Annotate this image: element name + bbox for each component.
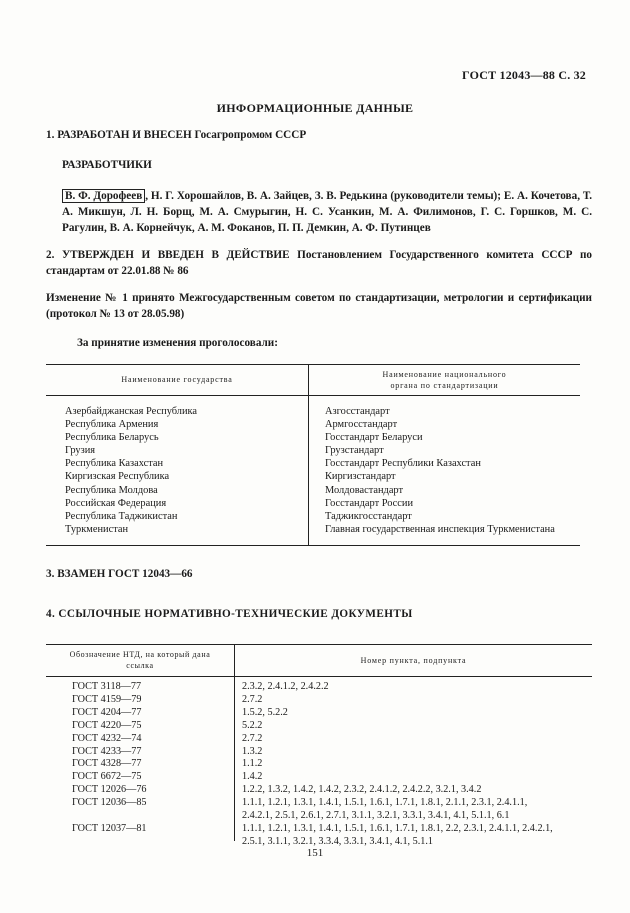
- docs-column: [72, 681, 147, 849]
- table-row-state: Республика Молдова: [65, 484, 158, 496]
- table-row-body: Госстандарт Республики Казахстан: [325, 458, 481, 470]
- table-row-items: 1.1.2: [242, 758, 263, 770]
- table-row-items: 2.7.2: [242, 693, 263, 705]
- col-header-state: Наименование государства: [121, 375, 233, 384]
- table-row-state: Российская Федерация: [65, 497, 167, 509]
- states-column: [65, 405, 197, 536]
- section-1-heading: 1. РАЗРАБОТАН И ВНЕСЕН: [46, 129, 192, 141]
- table-row-doc: ГОСТ 4159—79: [72, 693, 142, 705]
- table-row-doc: ГОСТ 4232—74: [72, 732, 142, 744]
- table-row-doc: ГОСТ 4204—77: [72, 706, 142, 718]
- bodies-column: [325, 405, 555, 536]
- table-row-body: Главная государственная инспекция Туркменистана: [325, 523, 555, 535]
- table-header-rule: [46, 395, 580, 396]
- table-row-body: Госстандарт Беларуси: [325, 432, 423, 444]
- table-row-doc: ГОСТ 12037—81: [72, 822, 147, 834]
- table-divider: [308, 365, 309, 545]
- table-row-body: Азгосстандарт: [325, 406, 390, 417]
- table-row-doc: ГОСТ 6672—75: [72, 771, 142, 783]
- amendment-note: Изменение № 1 принято Межгосударственным советом по стандартизации, метрологии и сертификации (протокол № 13 от 28.05.98): [46, 292, 592, 320]
- table-row-state: Республика Казахстан: [65, 458, 164, 470]
- section-1: [46, 127, 306, 143]
- developers-list: [62, 188, 592, 236]
- table-row-doc: ГОСТ 12026—76: [72, 784, 147, 796]
- table-row-body: Госстандарт России: [325, 497, 414, 509]
- table-row-items: 2.5.1, 3.1.1, 3.2.1, 3.3.4, 3.3.1, 3.4.1, 4.1, 5.1.1: [242, 835, 434, 847]
- voting-table: [46, 364, 580, 546]
- table-row-body: Армгосстандарт: [325, 419, 398, 431]
- table-divider: [234, 645, 235, 841]
- running-header: ГОСТ 12043—88 С. 32: [462, 68, 586, 82]
- table-row-state: Республика Армения: [65, 419, 159, 431]
- page-number: 151: [306, 847, 324, 859]
- table-row-body: Молдовастандарт: [325, 484, 404, 496]
- table-row-items: 1.1.1, 1.2.1, 1.3.1, 1.4.1, 1.5.1, 1.6.1, 1.7.1, 1.8.1, 2.2, 2.3.1, 2.4.1.1, 2.4.2.1,: [242, 822, 553, 834]
- table-row-body: Таджикгосстандарт: [325, 510, 412, 522]
- voted-caption: За принятие изменения проголосовали:: [77, 337, 278, 349]
- developers-names: , Н. Г. Хорошайлов, В. А. Зайцев, З. В. Редькина (руководители темы); Е. А. Кочетова, Т. А. Микшун, Л. Н. Борщ, М. А. Смурыгин, Н. С. Усанкин, М. А. Филимонов, Г. С. Горшков, М. С. Рагулин, В. А. Корнейчук, А. М. Фоканов, П. П. Демкин, А. Ф. Путинцев: [62, 190, 593, 234]
- table-row-spacer: [72, 810, 147, 823]
- table-row-items: 2.3.2, 2.4.1.2, 2.4.2.2: [242, 681, 329, 692]
- table-row-items: 1.3.2: [242, 745, 263, 757]
- table-header-rule: [46, 676, 592, 677]
- section-2: [46, 247, 592, 279]
- table-row-state: Республика Беларусь: [65, 432, 159, 444]
- table-row-items: 2.4.2.1, 2.5.1, 2.6.1, 2.7.1, 3.1.1, 3.2.1, 3.3.1, 3.4.1, 4.1, 5.1.1, 6.1: [242, 810, 510, 822]
- table-row-items: 1.5.2, 5.2.2: [242, 706, 288, 718]
- col-header-items: Номер пункта, подпункта: [360, 656, 467, 665]
- section-2-heading: 2. УТВЕРЖДЕН И ВВЕДЕН В ДЕЙСТВИЕ: [46, 249, 290, 261]
- boxed-name: В. Ф. Дорофеев: [62, 189, 145, 203]
- table-row-doc: ГОСТ 4233—77: [72, 745, 142, 757]
- col-header-doc: Обозначение НТД, на который дана ссылка: [69, 650, 211, 670]
- table-row-doc: ГОСТ 4220—75: [72, 719, 142, 731]
- table-row-body: Грузстандарт: [325, 445, 384, 457]
- section-3: 3. ВЗАМЕН ГОСТ 12043—66: [46, 568, 193, 580]
- page-title: ИНФОРМАЦИОННЫЕ ДАННЫЕ: [216, 101, 414, 115]
- section-2-text: Постановлением Государственного комитета СССР по стандартам от 22.01.88 № 86: [46, 249, 592, 277]
- section-4: 4. ССЫЛОЧНЫЕ НОРМАТИВНО-ТЕХНИЧЕСКИЕ ДОКУМЕНТЫ: [46, 608, 413, 620]
- table-row-items: 1.4.2: [242, 771, 263, 783]
- items-column: [242, 681, 588, 849]
- table-row-doc: ГОСТ 4328—77: [72, 758, 142, 770]
- table-row-state: Азербайджанская Республика: [65, 406, 198, 417]
- table-row-items: 1.1.1, 1.2.1, 1.3.1, 1.4.1, 1.5.1, 1.6.1, 1.7.1, 1.8.1, 2.1.1, 2.3.1, 2.4.1.1,: [242, 797, 528, 809]
- table-row-state: Республика Таджикистан: [65, 510, 178, 522]
- table-row-doc: ГОСТ 3118—77: [72, 681, 142, 692]
- section-1-text: Госагропромом СССР: [194, 129, 307, 141]
- table-row-doc: ГОСТ 12036—85: [72, 797, 147, 809]
- table-row-items: 1.2.2, 1.3.2, 1.4.2, 1.4.2, 2.3.2, 2.4.1.2, 2.4.2.2, 3.2.1, 3.4.2: [242, 784, 482, 796]
- table-row-items: 2.7.2: [242, 732, 263, 744]
- references-table: [46, 644, 592, 847]
- table-row-state: Киргизская Республика: [65, 471, 170, 483]
- developers-heading: РАЗРАБОТЧИКИ: [62, 159, 152, 171]
- table-row-items: 5.2.2: [242, 719, 263, 731]
- col-header-body: Наименование национального органа по стандартизации: [382, 370, 507, 390]
- table-row-body: Киргизстандарт: [325, 471, 396, 483]
- table-row-state: Грузия: [65, 445, 96, 457]
- table-row-state: Туркменистан: [65, 523, 129, 535]
